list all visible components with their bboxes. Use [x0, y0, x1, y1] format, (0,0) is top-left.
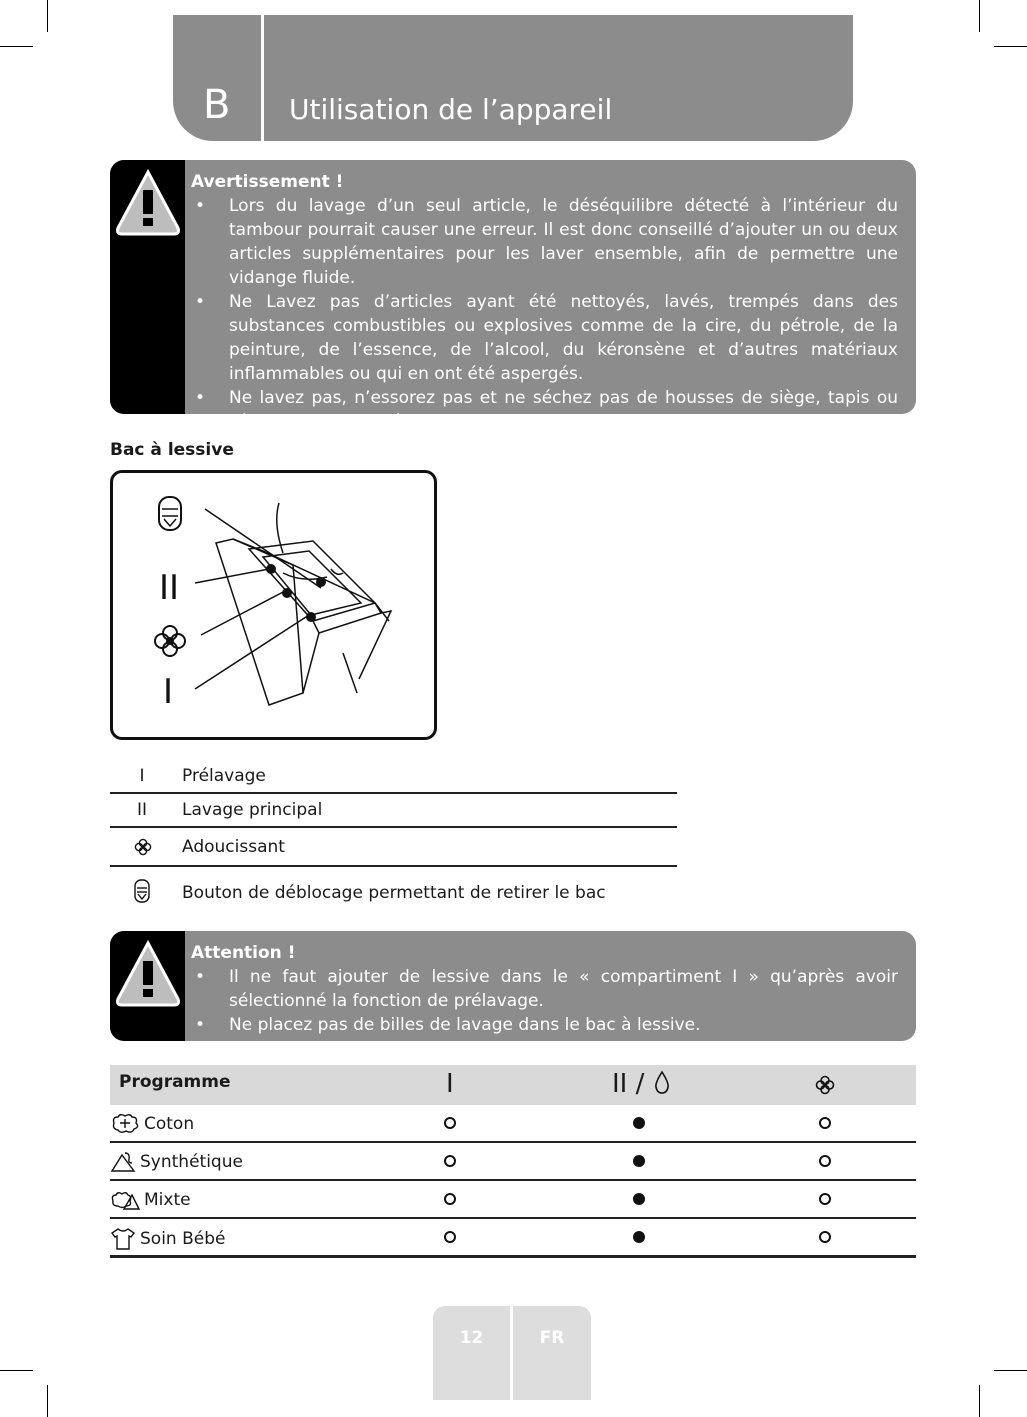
attention-heading: Attention !: [191, 943, 296, 963]
warning-side-bar: [110, 160, 185, 414]
prewash-label: I: [163, 672, 174, 712]
main-wash-used-mark: [633, 1193, 645, 1205]
language-tab: [513, 1306, 591, 1400]
softener-not-used-mark: [819, 1193, 831, 1205]
crop-mark: [994, 46, 1027, 47]
program-name: Synthétique: [110, 1151, 243, 1173]
legend-table: [110, 760, 677, 909]
prewash-not-used-mark: [444, 1117, 456, 1129]
release-button-icon: [159, 497, 181, 530]
mixed-icon: [110, 1189, 140, 1211]
crop-mark: [994, 1370, 1027, 1371]
legend-row: [110, 794, 677, 828]
legend-label: Lavage principal: [182, 800, 323, 820]
program-name: Soin Bébé: [110, 1227, 225, 1251]
program-table: [110, 1065, 916, 1258]
softener-not-used-mark: [819, 1231, 831, 1243]
program-row: [110, 1105, 916, 1143]
legend-label: Bouton de déblocage permettant de retirer le bac: [182, 883, 606, 903]
main-wash-column-header: II /: [612, 1069, 671, 1099]
program-row: [110, 1181, 916, 1219]
warning-triangle-icon: [114, 168, 182, 240]
crop-mark: [47, 1385, 48, 1417]
page-title: Utilisation de l’appareil: [289, 93, 613, 126]
program-column-header: Programme: [119, 1072, 231, 1092]
warning-box: [110, 160, 916, 432]
crop-mark: [47, 0, 48, 32]
crop-mark: [0, 46, 33, 47]
page-number-tab: [433, 1306, 510, 1400]
warning-triangle-icon: [114, 939, 182, 1011]
warning-heading: Avertissement !: [191, 172, 344, 192]
attention-content: [191, 941, 898, 1037]
section-heading: Bac à lessive: [110, 440, 234, 460]
prewash-not-used-mark: [444, 1231, 456, 1243]
program-table-header: [110, 1065, 916, 1105]
program-row: [110, 1219, 916, 1258]
legend-row: [110, 867, 677, 909]
flower-icon: [133, 837, 153, 857]
main-wash-used-mark: [633, 1155, 645, 1167]
legend-label: Adoucissant: [182, 837, 285, 857]
dispenser-figure: [110, 470, 437, 740]
baby-care-icon: [110, 1227, 136, 1251]
prewash-column-header: I: [446, 1069, 454, 1099]
program-row: [110, 1143, 916, 1181]
softener-not-used-mark: [819, 1117, 831, 1129]
main-wash-used-mark: [633, 1231, 645, 1243]
crop-mark: [979, 0, 980, 32]
main-wash-used-mark: [633, 1117, 645, 1129]
main-wash-label: II: [159, 568, 180, 608]
legend-row: [110, 760, 677, 794]
warning-item: • Ne lavez pas, n’essorez pas et ne séchez pas de housses de siège, tapis ou vêtements imperméables.: [191, 386, 898, 434]
attention-item: • Ne placez pas de billes de lavage dans le bac à lessive.: [191, 1013, 898, 1037]
chapter-header: [173, 15, 853, 141]
program-name: Coton: [110, 1113, 194, 1135]
legend-label: Prélavage: [182, 766, 266, 786]
header-divider: [261, 15, 264, 141]
attention-item: • Il ne faut ajouter de lessive dans le « compartiment I » qu’après avoir sélectionné la fonction de prélavage.: [191, 965, 898, 1013]
prewash-symbol: I: [139, 766, 145, 786]
attention-box: [110, 931, 916, 1041]
warning-item: • Ne Lavez pas d’articles ayant été nettoyés, lavés, trempés dans des substances combustibles ou explosives comme de la cire, du pétrole, de la peinture, de l’essence, de l’alcool, du kéronsène et d’autres matériaux inflammables ou qui en ont été aspergés.: [191, 290, 898, 386]
language-code: FR: [539, 1328, 565, 1348]
page-number: 12: [459, 1328, 484, 1348]
prewash-not-used-mark: [444, 1193, 456, 1205]
release-button-icon: [134, 879, 150, 903]
warning-item: • Lors du lavage d’un seul article, le déséquilibre détecté à l’intérieur du tambour pourrait causer une erreur. Il est donc conseillé d’ajouter un ou deux articles supplémentaires pour les laver ensemble, afin de permettre une vidange fluide.: [191, 194, 898, 290]
softener-not-used-mark: [819, 1155, 831, 1167]
synthetic-icon: [110, 1151, 136, 1173]
dispenser-drawing: [113, 473, 434, 737]
prewash-not-used-mark: [444, 1155, 456, 1167]
liquid-drop-icon: [653, 1069, 671, 1095]
attention-side-bar: [110, 931, 185, 1041]
flower-icon: [814, 1074, 836, 1096]
warning-content: [191, 170, 898, 434]
crop-mark: [979, 1385, 980, 1417]
main-wash-symbol: II: [136, 800, 148, 820]
crop-mark: [0, 1370, 33, 1371]
legend-row: [110, 828, 677, 867]
flower-icon: [155, 626, 185, 656]
cotton-icon: [110, 1113, 140, 1135]
section-letter: B: [203, 82, 231, 128]
program-name: Mixte: [110, 1189, 191, 1211]
